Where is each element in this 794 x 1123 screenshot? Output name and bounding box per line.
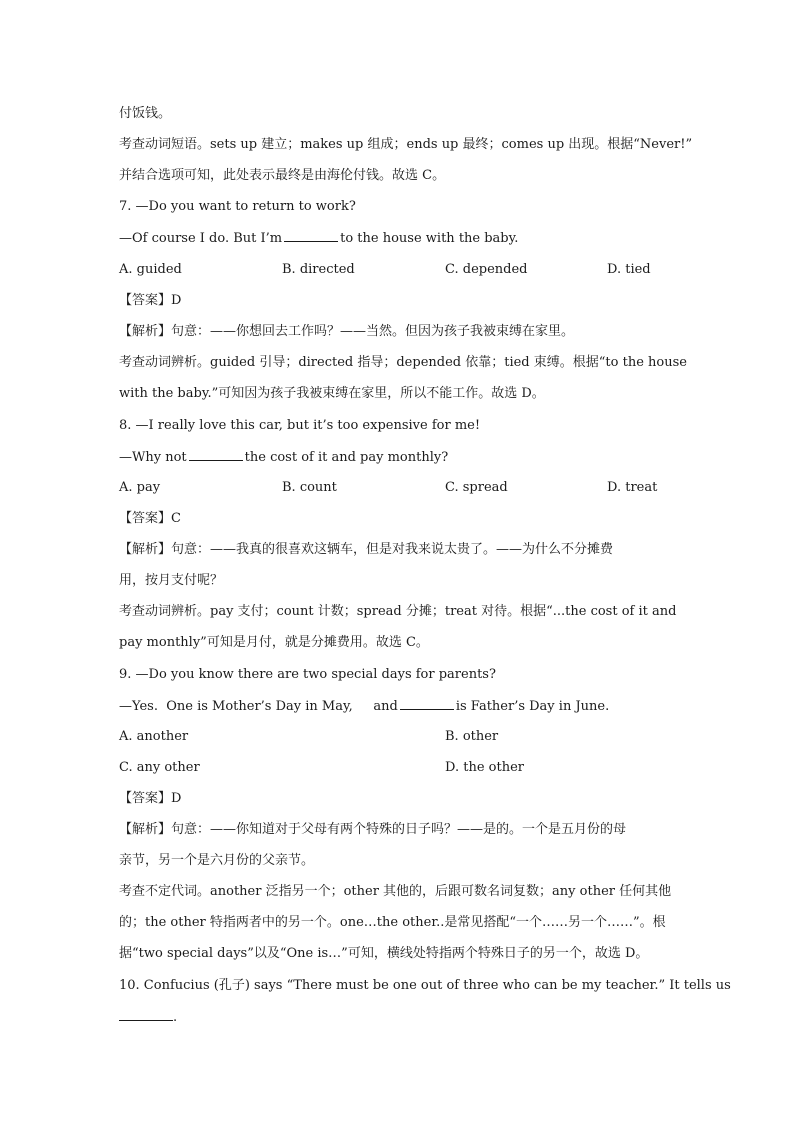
analysis-line: 考查动词辨析。pay 支付；count 计数；spread 分摊；treat 对待。根据“...the cost of it and <box>119 604 677 619</box>
answer-blank <box>400 698 454 710</box>
option-d: D. treat <box>607 480 658 495</box>
text-line: 考查动词短语。sets up 建立；makes up 组成；ends up 最终；comes up 出现。根据“Never!” <box>119 137 693 152</box>
question-10-stem: 10. Confucius (孔子) says “There must be one out of three who can be my teacher.” It tells us <box>119 978 731 993</box>
answer-blank <box>119 1009 173 1021</box>
option-b: B. count <box>282 480 337 495</box>
question-7-stem: 7. —Do you want to return to work? <box>119 199 356 214</box>
text-line: 付饭钱。 <box>119 106 172 121</box>
analysis-line: 用，按月支付呢？ <box>119 573 224 588</box>
analysis-line: 【解析】句意：——你知道对于父母有两个特殊的日子吗？——是的。一个是五月份的母 <box>119 822 627 837</box>
analysis-line: 亲节，另一个是六月份的父亲节。 <box>119 853 315 868</box>
analysis-line: 【解析】句意：——我真的很喜欢这辆车，但是对我来说太贵了。——为什么不分摊费 <box>119 542 614 557</box>
option-c: C. any other <box>119 760 200 775</box>
option-c: C. depended <box>445 262 528 277</box>
analysis-line: pay monthly”可知是月付，就是分摊费用。故选 C。 <box>119 635 429 650</box>
question-9-stem: 9. —Do you know there are two special days for parents? <box>119 667 496 682</box>
analysis-line: 考查不定代词。another 泛指另一个；other 其他的，后跟可数名词复数；any other 任何其他 <box>119 884 672 899</box>
question-7-line2: —Of course I do. But I’m to the house with the baby. <box>119 231 519 246</box>
option-a: A. another <box>119 729 189 744</box>
analysis-line: 【解析】句意：——你想回去工作吗？——当然。但因为孩子我被束缚在家里。 <box>119 324 575 339</box>
question-9-line2: —Yes. One is Mother’s Day in May, and is Father’s Day in June. <box>119 699 610 714</box>
analysis-line: with the baby.”可知因为孩子我被束缚在家里，所以不能工作。故选 D。 <box>119 386 545 401</box>
answer-label: 【答案】C <box>119 511 181 526</box>
question-10-line2: . <box>119 1009 679 1026</box>
option-d: D. the other <box>445 760 524 775</box>
option-a: A. pay <box>119 480 161 495</box>
option-b: B. directed <box>282 262 355 277</box>
answer-label: 【答案】D <box>119 293 182 308</box>
option-a: A. guided <box>119 262 182 277</box>
answer-blank <box>189 449 243 461</box>
option-c: C. spread <box>445 480 508 495</box>
answer-label: 【答案】D <box>119 791 182 806</box>
answer-blank <box>284 230 338 242</box>
text-line: 并结合选项可知，此处表示最终是由海伦付钱。故选 C。 <box>119 168 446 183</box>
analysis-line: 的；the other 特指两者中的另一个。one…the other..是常见搭配“一个……另一个……”。根 <box>119 915 666 930</box>
analysis-line: 考查动词辨析。guided 引导；directed 指导；depended 依靠；tied 束缚。根据“to the house <box>119 355 687 370</box>
question-8-stem: 8. —I really love this car, but it’s too expensive for me! <box>119 418 481 433</box>
analysis-line: 据“two special days”以及“One is…”可知，横线处特指两个特殊日子的另一个，故选 D。 <box>119 946 649 961</box>
option-d: D. tied <box>607 262 651 277</box>
option-b: B. other <box>445 729 499 744</box>
question-8-line2: —Why not the cost of it and pay monthly? <box>119 450 449 465</box>
